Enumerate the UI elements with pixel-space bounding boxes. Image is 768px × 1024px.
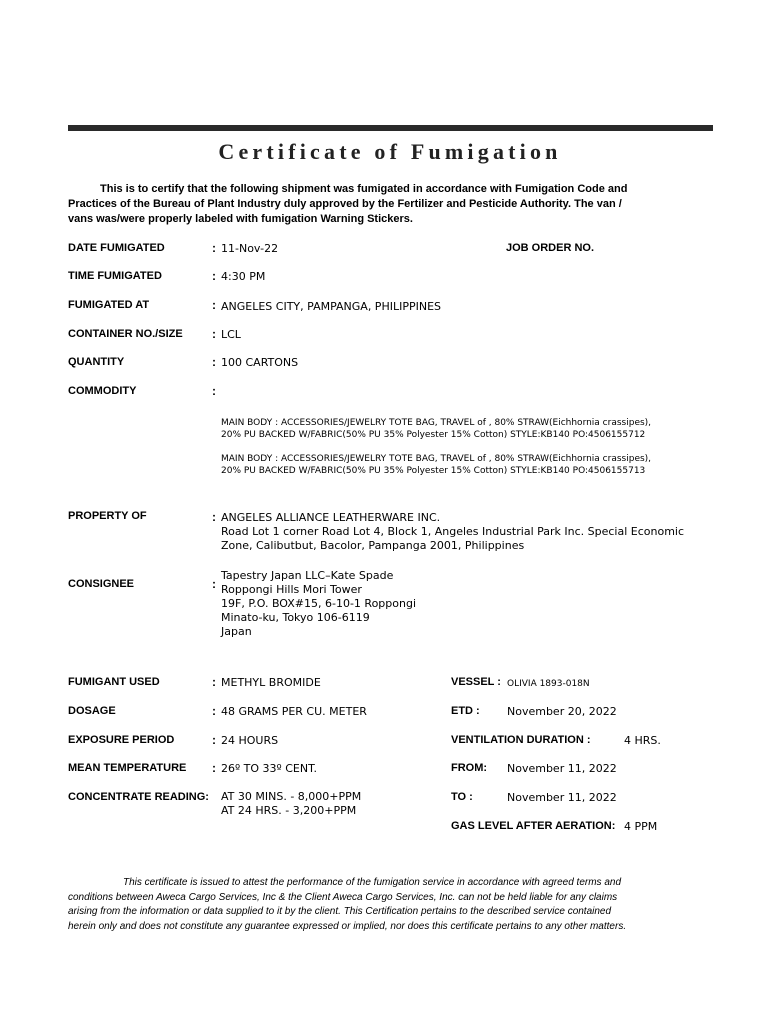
fumigant-label: FUMIGANT USED — [68, 676, 160, 688]
top-rule — [68, 125, 713, 131]
colon: : — [212, 241, 216, 255]
colon: : — [212, 761, 216, 775]
exposure-value: 24 HOURS — [221, 734, 279, 747]
commodity-item — [221, 417, 651, 441]
fumigated-at-value: ANGELES CITY, PAMPANGA, PHILIPPINES — [221, 300, 442, 313]
commodity-line: 20% PU BACKED W/FABRIC(50% PU 35% Polyester 15% Cotton) STYLE:KB140 PO:4506155713 — [221, 466, 646, 476]
ventilation-value: 4 HRS. — [624, 734, 661, 747]
to-label: TO : — [451, 791, 473, 803]
page-title: Certificate of Fumigation — [218, 139, 562, 164]
from-value: November 11, 2022 — [507, 762, 617, 775]
colon: : — [212, 704, 216, 718]
colon: : — [212, 298, 216, 312]
commodity-line: 20% PU BACKED W/FABRIC(50% PU 35% Polyester 15% Cotton) STYLE:KB140 PO:4506155712 — [221, 430, 646, 440]
dosage-label: DOSAGE — [68, 705, 116, 717]
footer-text: This certificate is issued to attest the performance of the fumigation service in accordance with agreed terms and conditions between Aweca Cargo Services, Inc & the Client Aweca Cargo Services, Inc. can not be held liable for any claims arising from the information or data supplied to it by the client. This Certification pertains to the described service contained herein only and does not constitute any guarantee expressed or implied, nor does this certificate pertains to any other matters. — [68, 877, 627, 932]
commodity-line: MAIN BODY : ACCESSORIES/JEWELRY TOTE BAG, TRAVEL of , 80% STRAW(Eichhornia crassipes), — [221, 454, 652, 464]
consignee-line: Minato-ku, Tokyo 106-6119 — [221, 611, 370, 624]
property-of-line: Zone, Calibutbut, Bacolor, Pampanga 2001, Philippines — [221, 539, 525, 552]
property-of-line: Road Lot 1 corner Road Lot 4, Block 1, Angeles Industrial Park Inc. Special Economic — [221, 525, 685, 538]
colon: : — [212, 733, 216, 747]
consignee-line: Roppongi Hills Mori Tower — [221, 583, 362, 596]
container-value: LCL — [221, 328, 241, 341]
footer-disclaimer — [68, 876, 628, 934]
container-label: CONTAINER NO./SIZE — [68, 328, 183, 340]
gas-level-label: GAS LEVEL AFTER AERATION: — [451, 820, 616, 832]
concentrate-line: AT 30 MINS. - 8,000+PPM — [221, 790, 362, 803]
colon: : — [212, 577, 216, 591]
time-fumigated-label: TIME FUMIGATED — [68, 270, 162, 282]
gas-level-value: 4 PPM — [624, 820, 658, 833]
mean-temperature-value: 26º TO 33º CENT. — [221, 762, 317, 775]
quantity-label: QUANTITY — [68, 356, 125, 368]
time-fumigated-value: 4:30 PM — [221, 270, 266, 283]
date-fumigated-value: 11-Nov-22 — [221, 242, 279, 255]
etd-value: November 20, 2022 — [507, 705, 617, 718]
intro-text: This is to certify that the following shipment was fumigated in accordance with Fumigation Code and Practices of the Bureau of Plant Industry duly approved by the Fertilizer and Pesticide Authority. The van / vans was/were properly labeled with fumigation Warning Stickers. — [68, 183, 628, 225]
colon: : — [212, 327, 216, 341]
concentrate-line: AT 24 HRS. - 3,200+PPM — [221, 804, 357, 817]
date-fumigated-label: DATE FUMIGATED — [68, 242, 165, 254]
colon: : — [212, 384, 216, 398]
dosage-value: 48 GRAMS PER CU. METER — [221, 705, 367, 718]
consignee-line: Tapestry Japan LLC–Kate Spade — [221, 569, 394, 582]
commodity-line: MAIN BODY : ACCESSORIES/JEWELRY TOTE BAG, TRAVEL of , 80% STRAW(Eichhornia crassipes), — [221, 418, 652, 428]
consignee-address — [221, 569, 416, 639]
property-of-label: PROPERTY OF — [68, 510, 147, 522]
concentrate-reading — [221, 790, 361, 818]
consignee-line: 19F, P.O. BOX#15, 6-10-1 Roppongi — [221, 597, 417, 610]
colon: : — [212, 355, 216, 369]
consignee-label: CONSIGNEE — [68, 578, 135, 590]
commodity-label: COMMODITY — [68, 385, 137, 397]
colon: : — [212, 675, 216, 689]
vessel-label: VESSEL : — [451, 676, 501, 688]
exposure-label: EXPOSURE PERIOD — [68, 734, 175, 746]
intro-paragraph — [68, 182, 638, 227]
property-of-line: ANGELES ALLIANCE LEATHERWARE INC. — [221, 511, 441, 524]
concentrate-label: CONCENTRATE READING: — [68, 791, 209, 803]
etd-label: ETD : — [451, 705, 480, 717]
quantity-value: 100 CARTONS — [221, 356, 299, 369]
fumigated-at-label: FUMIGATED AT — [68, 299, 150, 311]
fumigant-value: METHYL BROMIDE — [221, 676, 321, 689]
ventilation-label: VENTILATION DURATION : — [451, 734, 591, 746]
consignee-line: Japan — [221, 625, 252, 638]
from-label: FROM: — [451, 762, 488, 774]
colon: : — [212, 510, 216, 524]
colon: : — [212, 269, 216, 283]
commodity-item — [221, 453, 651, 477]
to-value: November 11, 2022 — [507, 791, 617, 804]
job-order-label: JOB ORDER NO. — [506, 242, 595, 254]
mean-temperature-label: MEAN TEMPERATURE — [68, 762, 187, 774]
property-of-address — [221, 511, 684, 553]
vessel-value: OLIVIA 1893-018N — [507, 679, 590, 689]
